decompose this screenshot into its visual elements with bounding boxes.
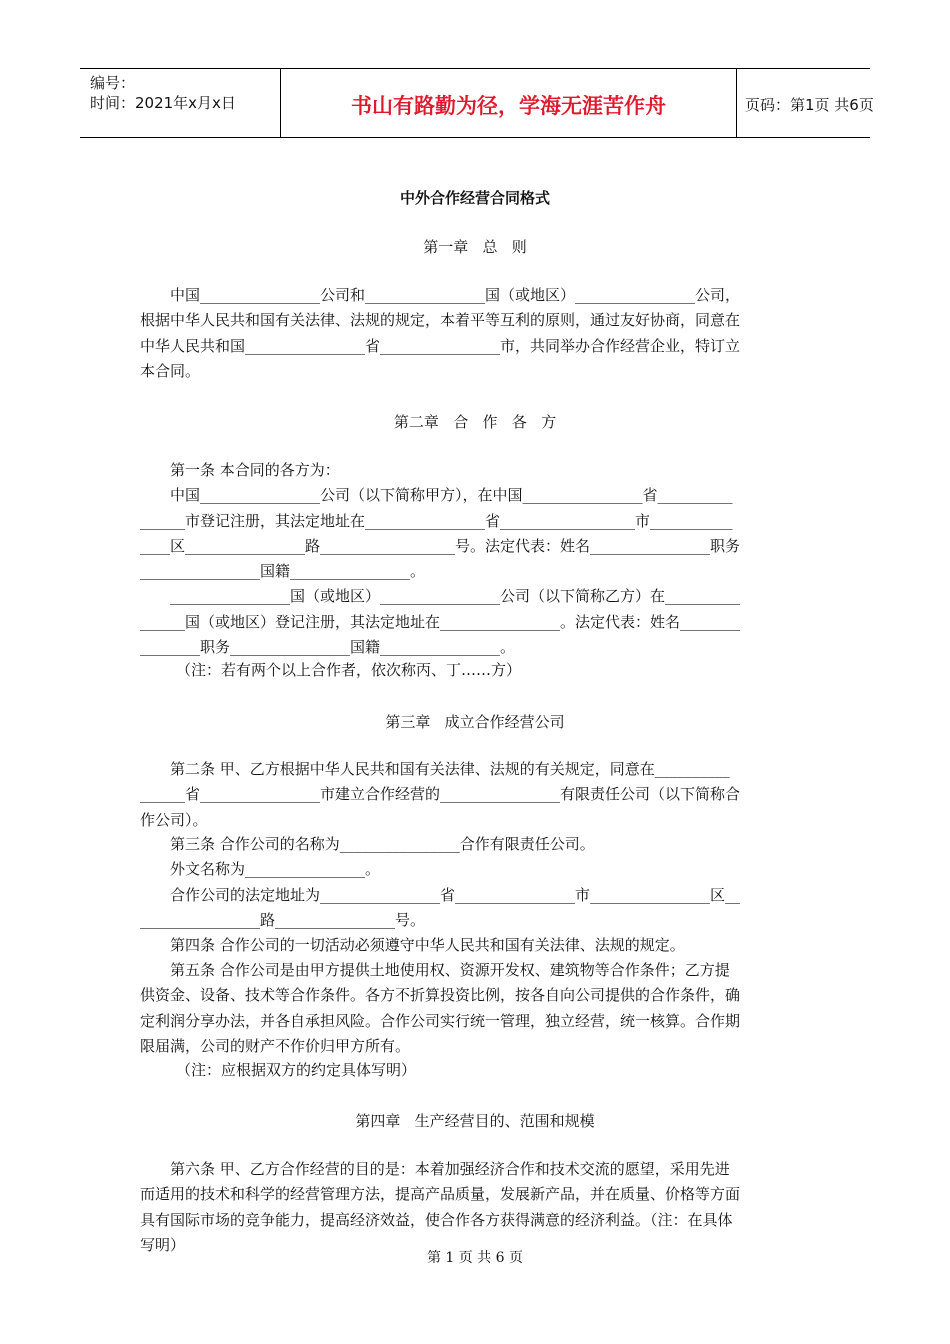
header-page-cell: [736, 69, 874, 137]
article-2-paragraph: [140, 757, 810, 833]
paragraph-line: 合作公司的法定地址为________________省________________市________________区__: [140, 885, 741, 904]
time-label: 时间：2021年x月x日: [90, 94, 236, 112]
article-1-paragraph: [140, 458, 810, 660]
paragraph-line: ________________国籍________________。: [140, 562, 426, 581]
paragraph-line: ______市登记注册，其法定地址在________________省__________________市___________: [140, 511, 733, 530]
page-footer: 第 1 页 共 6 页: [426, 1250, 524, 1266]
chapter-2-heading: 第二章 合 作 各 方: [393, 413, 557, 431]
article-3-paragraph: [140, 832, 810, 933]
chapter-1-heading: 第一章 总 则: [423, 238, 527, 256]
preamble-paragraph: [140, 283, 810, 384]
motto-text: 书山有路勤为径，学海无涯苦作舟: [351, 94, 666, 118]
paragraph-line: ______国（或地区）登记注册，其法定地址在________________。法定代表：姓名________: [140, 612, 741, 631]
paragraph-line: 第二条 甲、乙方根据中华人民共和国有关法律、法规的有关规定，同意在__________: [140, 760, 730, 778]
chapter-3-heading: 第三章 成立合作经营公司: [385, 713, 565, 731]
paragraph-line: 外文名称为________________。: [140, 860, 381, 879]
paragraph-line: ____区________________路__________________号。法定代表：姓名________________职务: [140, 536, 741, 555]
header-motto-cell: [280, 69, 737, 137]
paragraph-line: 定利润分享办法，并各自承担风险。合作公司实行统一管理，独立经营，统一核算。合作期: [140, 1011, 741, 1030]
article-6-paragraph: [140, 1157, 810, 1258]
paragraph-line: ________________国（或地区）________________公司（以下简称乙方）在__________: [140, 587, 741, 606]
paragraph-line: 而适用的技术和科学的经营管理方法，提高产品质量，发展新产品，并在质量、价格等方面: [140, 1185, 741, 1204]
paragraph-line: 中国________________公司和________________国（或地区）________________公司，: [140, 286, 741, 304]
header-meta: [80, 69, 280, 137]
paragraph-line: 写明）: [140, 1235, 186, 1254]
paragraph-line: 具有国际市场的竞争能力，提高经济效益，使合作各方获得满意的经济利益。（注：在具体: [140, 1210, 733, 1229]
paragraph-line: 第一条 本合同的各方为：: [140, 461, 340, 479]
paragraph-line: 供资金、设备、技术等合作条件。各方不折算投资比例，按各自向公司提供的合作条件，确: [140, 986, 741, 1005]
chapter-4-heading: 第四章 生产经营目的、范围和规模: [355, 1112, 595, 1130]
article-4-line: 第四条 合作公司的一切活动必须遵守中华人民共和国有关法律、法规的规定。: [140, 936, 685, 954]
article-5-note: （注：应根据双方的约定具体写明）: [176, 1061, 417, 1079]
code-label: 编号：: [90, 74, 136, 92]
page-header: [80, 68, 874, 138]
paragraph-line: 根据中华人民共和国有关法律、法规的规定，本着平等互利的原则，通过友好协商，同意在: [140, 311, 741, 330]
paragraph-line: ________________路________________号。: [140, 910, 426, 929]
document-title: 中外合作经营合同格式: [399, 189, 550, 207]
paragraph-line: 限届满，公司的财产不作价归甲方所有。: [140, 1036, 411, 1055]
paragraph-line: ______省________________市建立合作经营的________________有限责任公司（以下简称合: [140, 785, 741, 804]
paragraph-line: 作公司）。: [140, 810, 208, 829]
article-5-paragraph: [140, 958, 810, 1059]
article-1-note: （注：若有两个以上合作者，依次称丙、丁……方）: [176, 661, 522, 679]
article-4-paragraph: [140, 933, 810, 958]
paragraph-line: 第六条 甲、乙方合作经营的目的是：本着加强经济合作和技术交流的愿望，采用先进: [140, 1160, 730, 1178]
paragraph-line: 本合同。: [140, 361, 201, 380]
paragraph-line: 第五条 合作公司是由甲方提供土地使用权、资源开发权、建筑物等合作条件；乙方提: [140, 961, 730, 979]
paragraph-line: 中国________________公司（以下简称甲方），在中国________________省__________: [140, 486, 733, 505]
page-code: 页码：第1页 共6页: [745, 96, 874, 114]
paragraph-line: 中华人民共和国________________省________________市，共同举办合作经营企业，特订立: [140, 336, 741, 355]
paragraph-line: 第三条 合作公司的名称为________________合作有限责任公司。: [140, 835, 595, 853]
paragraph-line: ________职务________________国籍________________。: [140, 638, 516, 657]
